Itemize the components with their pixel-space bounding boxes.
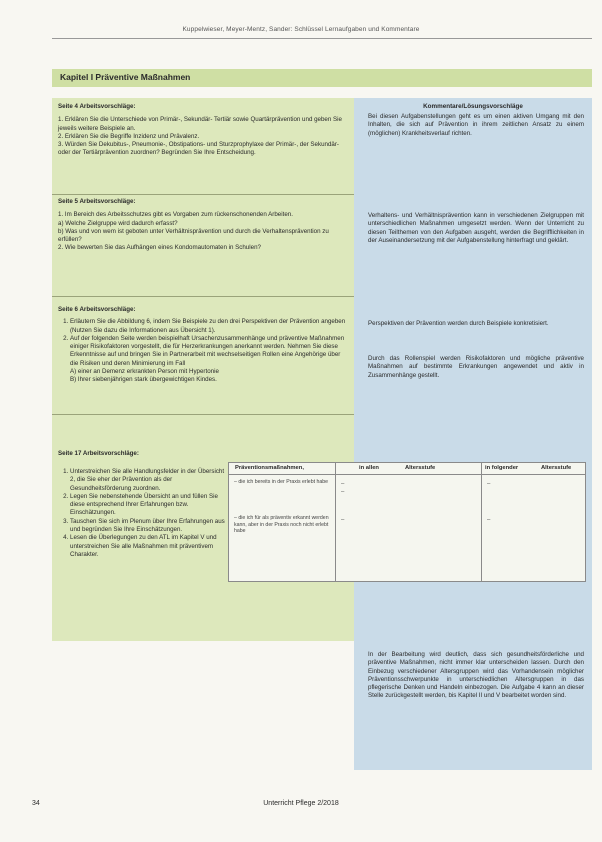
table-cell-placeholder: – [341,481,345,487]
section-s5-tasks [58,198,348,253]
table-column-rule [335,463,336,581]
table-cell-placeholder: – [487,517,491,523]
task-subitem: A) einer an Demenz erkrankten Person mit Hypertonie [70,368,219,376]
page-number: 34 [32,800,40,807]
section-heading: Seite 6 Arbeitsvorschläge: [58,306,136,313]
table-header-all: in allen [359,465,379,471]
section-heading: Seite 5 Arbeitsvorschläge: [58,198,136,205]
task-item: 1. Erklären Sie die Unterschiede von Primär-, Sekundär- Tertiär sowie Quartärprävention und geben Sie jeweils weitere Beispiele an. [58,116,342,132]
section-s17-comment: In der Bearbeitung wird deutlich, dass sich gesundheitsförderliche und präventive Maßnahmen, nicht immer klar unterscheiden lassen. Durch den Einbezug verschiedener Altersgruppen wird das Vorhandensein möglicher Präventionsschwerpunkte in unterschiedlichen Altersgruppen in das pflegerische Denken und Handeln einbezogen. Die Aufgabe 4 kann an dieser Stelle zurückgestellt werden, bis Kapitel II und V bearbeitet worden sind. [368,651,584,700]
task-subitem: B) Ihrer siebenjährigen stark übergewichtigen Kindes. [70,376,217,384]
task-item: 3. Tauschen Sie sich im Plenum über Ihre Erfahrungen aus und begründen Sie Ihre Einschätzungen. [70,518,228,535]
journal-footer: Unterricht Pflege 2/2018 [263,800,339,807]
section-s17-tasks [58,468,228,559]
task-item: 3. Würden Sie Dekubitus-, Pneumonie-, Obstipations- und Sturzprophylaxe der Primär-, der Sekundär- oder der Tertiärprävention zuordnen? Begründen Sie Ihre Entscheidung. [58,141,339,157]
prevention-table [228,462,586,582]
task-item: a) Welche Zielgruppe wird dadurch erfasst? [58,219,178,227]
table-header-age-1: Altersstufe [405,465,436,471]
task-item: 4. Lesen die Überlegungen zu den ATL im Kapitel V und unterstreichen Sie alle Maßnahmen mit präventivem Charakter. [70,534,228,559]
table-header-age-2: Altersstufe [541,465,572,471]
task-item: 1. Im Bereich des Arbeitsschutzes gibt es Vorgaben zum rückenschonenden Arbeiten. [58,211,293,219]
task-item: b) Was und von wem ist geboten unter Verhältnisprävention und durch die Verhaltensprävention zu erfüllen? [58,227,329,244]
comments-column-heading: Kommentare/Lösungsvorschläge [423,103,523,110]
header-rule [52,38,592,39]
table-cell-placeholder: – [487,481,491,487]
task-item [70,335,348,385]
task-item-text: Auf der folgenden Seite werden beispielhaft Ursachenzusammenhänge und präventive Maßnahmen einiger Risikofaktoren vorgestellt, die für Herzerkrankungen anerkannt werden. Nehmen Sie diese Erkenntnisse auf und bringen Sie in Partnerarbeit mit wechselseitigen Rollen eine Angehörige über die Risiken und deren Minimierung im Fall [70,334,345,367]
section-divider [52,296,354,297]
table-cell-placeholder: – [341,517,345,523]
section-s5-comment: Verhaltens- und Verhältnisprävention kann in verschiedenen Zielgruppen mit unterschiedlichen Maßnahmen umgesetzt werden. Wenn der Unterricht zu diesen Teilthemen von den Aufgaben ausgeht, werden die Begrifflichkeiten in der Auseinandersetzung mit der Aufgabenstellung hinterfragt und geklärt. [368,212,584,244]
table-header-rule [229,474,585,475]
table-header-measures: Präventionsmaßnahmen, [235,465,304,471]
section-s6-tasks [58,306,348,385]
section-s6-comment-2: Durch das Rollenspiel werden Risikofaktoren und mögliche präventive Maßnahmen auf bestimmte Erkrankungen angewendet und aktiv in Zusammenhänge gestellt. [368,355,584,379]
table-row-experienced: – die ich bereits in der Praxis erlebt habe [234,479,329,485]
section-divider [52,194,354,195]
section-divider [52,414,354,415]
task-item: 1. Unterstreichen Sie alle Handlungsfelder in der Übersicht 2, die Sie eher der Prävention als der Gesundheitsförderung zuordnen. [70,468,228,493]
section-s4-tasks [58,103,348,158]
running-header: Kuppelwieser, Meyer-Mentz, Sander: Schlüssel Lernaufgaben und Kommentare [182,26,420,33]
table-row-recognized: – die ich für als präventiv erkannt werden kann, aber in der Praxis noch nicht erlebt habe [234,515,329,535]
section-s17-heading: Seite 17 Arbeitsvorschläge: [58,450,139,457]
task-item: 2. Erklären Sie die Begriffe Inzidenz und Prävalenz. [58,132,200,140]
task-item: 2. Legen Sie nebenstehende Übersicht an und füllen Sie diese entsprechend Ihrer Erfahrungen bzw. Einschätzungen. [70,493,228,518]
table-cell-placeholder: – [341,489,345,495]
table-header-following: in folgender [485,465,519,471]
table-column-rule [481,463,482,581]
chapter-title: Kapitel I Präventive Maßnahmen [60,72,191,82]
task-item: 2. Wie bewerten Sie das Aufhängen eines Kondomautomaten in Schulen? [58,244,261,252]
task-item: 1. Erläutern Sie die Abbildung 6, indem Sie Beispiele zu den drei Perspektiven der Prävention angeben (Nutzen Sie dazu die Informationen aus Übersicht 1). [70,318,348,335]
section-s6-comment-1: Perspektiven der Prävention werden durch Beispiele konkretisiert. [368,320,549,327]
section-s4-comment: Bei diesen Aufgabenstellungen geht es um einen aktiven Umgang mit den Inhalten, die sich auf Prävention in ihrem zeitlichen Ansatz zu einem (möglichen) Krankheitsverlauf richten. [368,113,584,137]
section-heading: Seite 4 Arbeitsvorschläge: [58,103,136,110]
